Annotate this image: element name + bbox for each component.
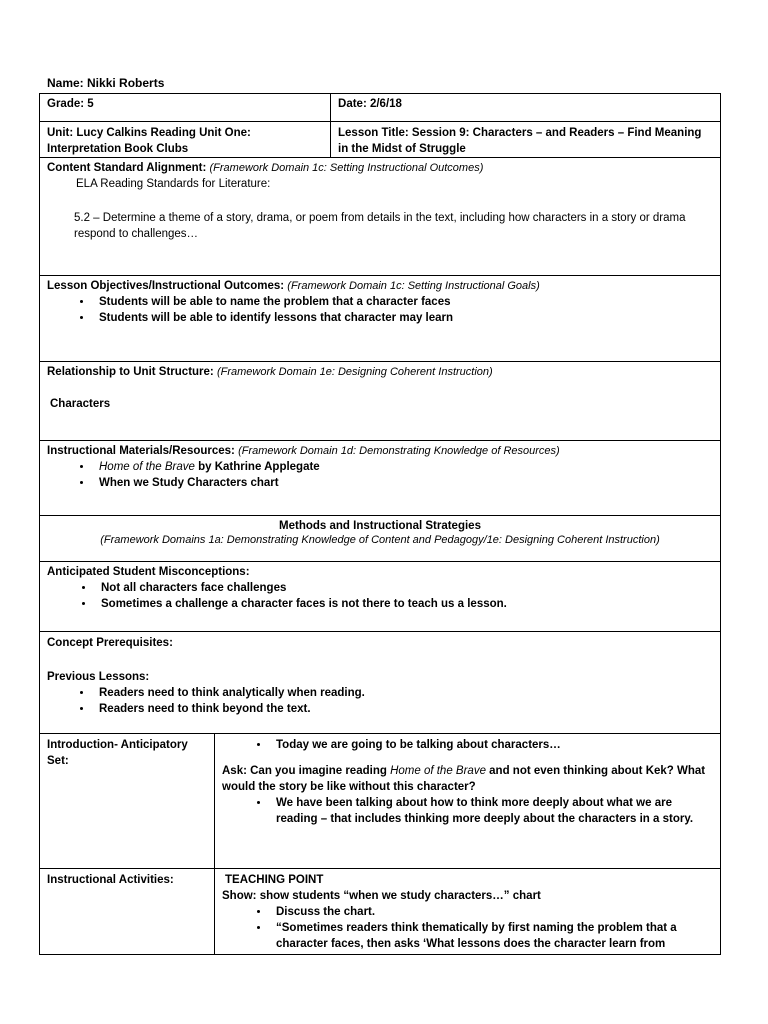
previous-lessons-heading: Previous Lessons: bbox=[47, 671, 150, 683]
ask-suffix: and not even thinking about Kek? What would the story be like without this character? bbox=[222, 765, 706, 793]
list-item: • Sometimes a challenge a character faces is not there to teach us a lesson. bbox=[95, 596, 713, 612]
standard-5-2: 5.2 – Determine a theme of a story, drama, or poem from details in the text, including how characters in a story or drama respond to challenges… bbox=[74, 212, 686, 240]
ask-prefix: Ask: Can you imagine reading bbox=[222, 765, 391, 777]
relationship-framework: (Framework Domain 1e: Designing Coherent Instruction) bbox=[216, 366, 493, 378]
materials-heading: Instructional Materials/Resources: bbox=[47, 445, 235, 457]
objectives-list bbox=[47, 294, 713, 326]
list-item: • Students will be able to identify lessons that character may learn bbox=[93, 310, 713, 326]
misconceptions-heading: Anticipated Student Misconceptions: bbox=[47, 566, 250, 578]
objectives-heading: Lesson Objectives/Instructional Outcomes: bbox=[47, 280, 285, 292]
list-item: • Students will be able to name the problem that a character faces bbox=[93, 294, 713, 310]
methods-cell bbox=[40, 516, 721, 562]
prerequisites-row bbox=[40, 632, 721, 734]
show-line: Show: show students “when we study characters…” chart bbox=[222, 890, 541, 902]
ela-standards-heading: ELA Reading Standards for Literature: bbox=[76, 178, 271, 190]
prerequisites-list bbox=[47, 685, 713, 717]
objectives-row bbox=[40, 276, 721, 362]
relationship-text: Characters bbox=[50, 398, 111, 410]
list-item: • Discuss the chart. bbox=[270, 904, 713, 920]
date-cell: Date: 2/6/18 bbox=[331, 94, 721, 122]
introduction-content bbox=[215, 734, 721, 869]
book-author: by Kathrine Applegate bbox=[194, 461, 320, 473]
content-standard-heading: Content Standard Alignment: bbox=[47, 162, 207, 174]
list-item: • Readers need to think analytically when reading. bbox=[93, 685, 713, 701]
lesson-title-cell: Lesson Title: Session 9: Characters – and Readers – Find Meaning in the Midst of Struggle bbox=[331, 122, 721, 158]
list-item: • Not all characters face challenges bbox=[95, 580, 713, 596]
activities-label: Instructional Activities: bbox=[40, 869, 215, 955]
objectives-cell bbox=[40, 276, 721, 362]
teaching-point: TEACHING POINT bbox=[225, 874, 324, 886]
materials-list bbox=[47, 459, 713, 491]
content-standard-framework: (Framework Domain 1c: Setting Instructional Outcomes) bbox=[209, 162, 484, 174]
lesson-plan-table bbox=[39, 93, 721, 955]
relationship-row bbox=[40, 362, 721, 441]
methods-heading: Methods and Instructional Strategies bbox=[279, 520, 481, 532]
prerequisites-heading: Concept Prerequisites: bbox=[47, 637, 173, 649]
content-standard-cell bbox=[40, 158, 721, 276]
methods-row bbox=[40, 516, 721, 562]
ask-book-title: Home of the Brave bbox=[390, 765, 486, 777]
grade-date-row bbox=[40, 94, 721, 122]
teacher-name: Name: Nikki Roberts bbox=[47, 76, 165, 90]
book-title: Home of the Brave bbox=[99, 461, 195, 473]
unit-title-row bbox=[40, 122, 721, 158]
activities-content bbox=[215, 869, 721, 955]
materials-framework: (Framework Domain 1d: Demonstrating Knowledge of Resources) bbox=[238, 445, 560, 457]
relationship-heading: Relationship to Unit Structure: bbox=[47, 366, 214, 378]
introduction-label: Introduction- Anticipatory Set: bbox=[40, 734, 215, 869]
grade-cell: Grade: 5 bbox=[40, 94, 331, 122]
misconceptions-list bbox=[47, 580, 713, 612]
list-item: • When we Study Characters chart bbox=[93, 475, 713, 491]
list-item: • Today we are going to be talking about characters… bbox=[270, 737, 713, 753]
materials-row bbox=[40, 441, 721, 516]
materials-cell bbox=[40, 441, 721, 516]
introduction-list-1 bbox=[222, 737, 713, 753]
activities-row bbox=[40, 869, 721, 955]
ask-question bbox=[222, 763, 713, 795]
activities-list bbox=[222, 904, 713, 952]
objectives-framework: (Framework Domain 1c: Setting Instructional Goals) bbox=[287, 280, 540, 292]
misconceptions-row bbox=[40, 562, 721, 632]
introduction-row bbox=[40, 734, 721, 869]
methods-framework: (Framework Domains 1a: Demonstrating Knowledge of Content and Pedagogy/1e: Designing Coherent Instruction) bbox=[100, 534, 660, 546]
list-item: • “Sometimes readers think thematically by first naming the problem that a character faces, then asks ‘What lessons does the character learn from bbox=[270, 920, 713, 952]
unit-cell: Unit: Lucy Calkins Reading Unit One: Interpretation Book Clubs bbox=[40, 122, 331, 158]
relationship-cell bbox=[40, 362, 721, 441]
introduction-list-2 bbox=[222, 795, 713, 827]
list-item: • We have been talking about how to think more deeply about what we are reading – that includes thinking more deeply about the characters in a story. bbox=[270, 795, 713, 827]
list-item: • Readers need to think beyond the text. bbox=[93, 701, 713, 717]
content-standard-row bbox=[40, 158, 721, 276]
prerequisites-cell bbox=[40, 632, 721, 734]
list-item bbox=[93, 459, 713, 475]
misconceptions-cell bbox=[40, 562, 721, 632]
